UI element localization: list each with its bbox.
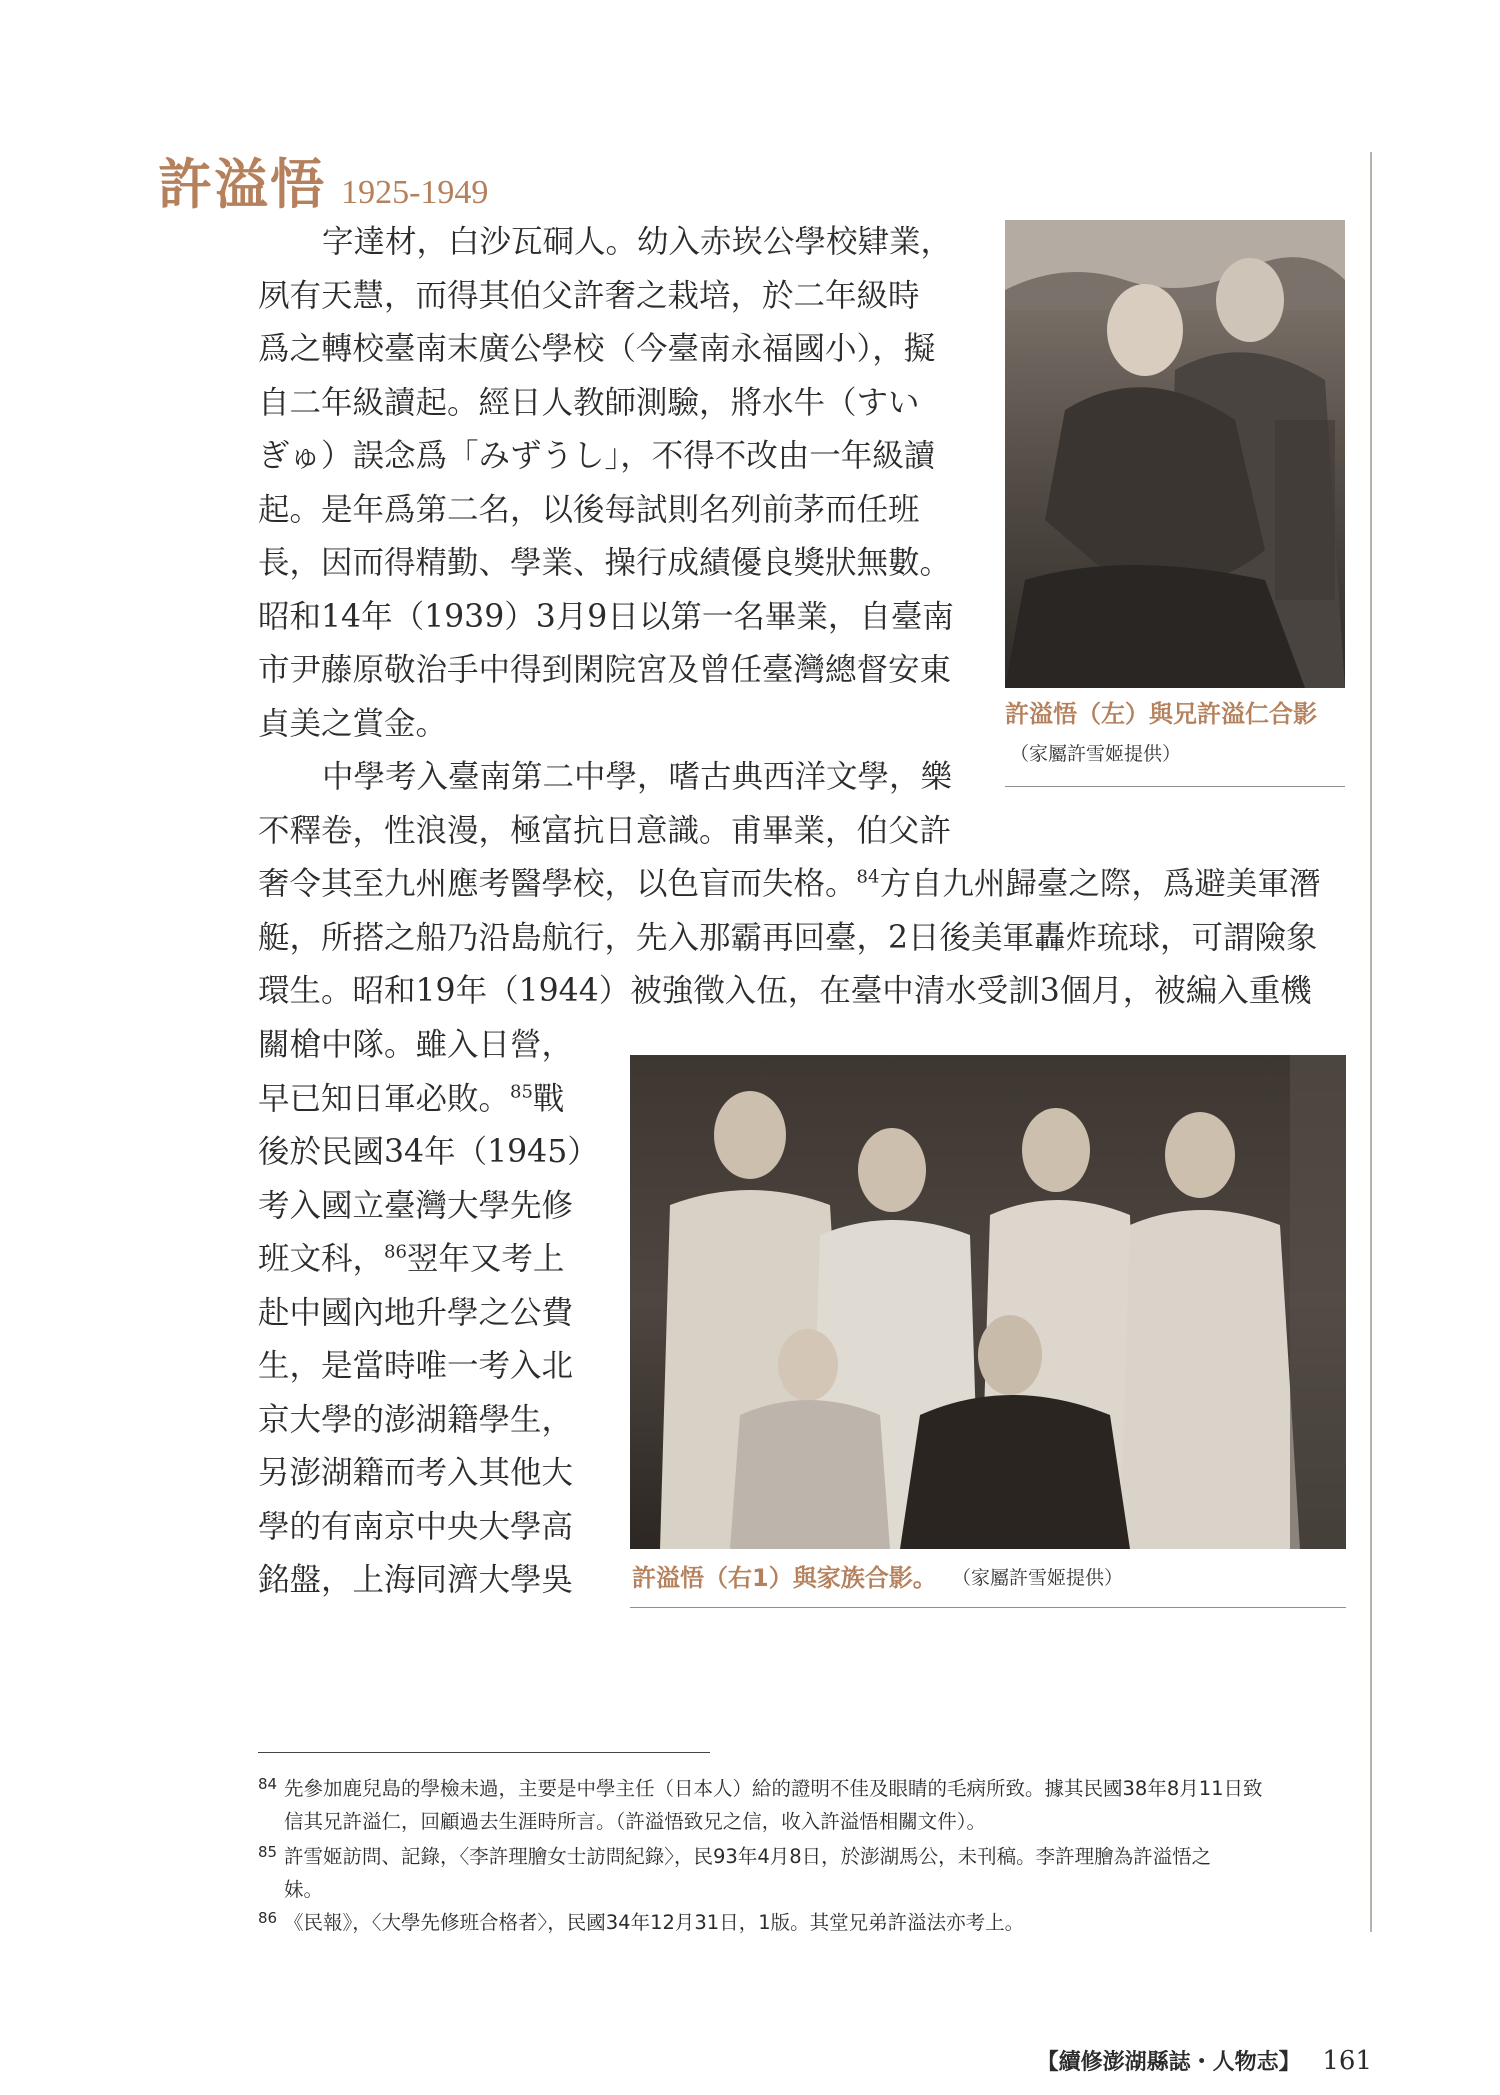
photo-brothers-image [1005, 220, 1345, 688]
footnote-86 [258, 1906, 1348, 1939]
footnote-line: 許雪姬訪問、記錄，〈李許理膾女士訪問紀錄〉，民93年4月8日，於澎湖馬公，未刊稿。李許理膾為許溢悟之 [284, 1845, 1212, 1868]
paragraph-2-narrow [258, 751, 952, 858]
footnote-ref-85[interactable]: 85 [510, 1081, 533, 1102]
text-line: ぎゅ）誤念爲「みずうし」，不得不改由一年級讀 [258, 438, 936, 474]
text-line: 生，是當時唯一考入北 [258, 1348, 574, 1384]
footnote-85 [258, 1840, 1348, 1906]
text-line: 京大學的澎湖籍學生， [258, 1401, 574, 1438]
photo-family-credit: （家屬許雪姬提供） [952, 1567, 1124, 1589]
caption-divider [630, 1607, 1346, 1608]
photo-brothers [1005, 220, 1345, 688]
text-segment: 翌年又考上 [406, 1241, 565, 1277]
page-number: 161 [1322, 2046, 1372, 2076]
text-line: 爲之轉校臺南末廣公學校（今臺南永福國小），擬 [258, 331, 936, 367]
text-line: 昭和14年（1939）3月9日以第一名畢業，自臺南 [258, 598, 954, 635]
page-footer [1037, 2045, 1372, 2076]
photo-brothers-credit: （家屬許雪姬提供） [1010, 743, 1182, 765]
footnote-number: 85 [258, 1843, 278, 1861]
page-title [158, 142, 488, 219]
photo-family-image [630, 1055, 1346, 1549]
paragraph-1 [258, 216, 954, 751]
text-line [258, 1233, 599, 1287]
footnote-text [258, 1772, 1348, 1838]
text-line: 自二年級讀起。經日人教師測驗，將水牛（すい [258, 384, 920, 421]
text-line: 艇，所搭之船乃沿島航行，先入那霸再回臺，2日後美軍轟炸琉球，可謂險象 [258, 919, 1318, 956]
footnote-number: 86 [258, 1909, 278, 1927]
book-title: 【續修澎湖縣誌・人物志】 [1036, 2049, 1301, 2075]
footnote-line: 信其兄許溢仁，回顧過去生涯時所言。（許溢悟致兄之信，收入許溢悟相關文件）。 [284, 1810, 987, 1833]
text-line [258, 1073, 599, 1127]
footnote-line: 先參加鹿兒島的學檢未過，主要是中學主任（日本人）給的證明不佳及眼睛的毛病所致。據其民國38年8月11日致 [284, 1777, 1263, 1800]
text-line: 環生。昭和19年（1944）被強徵入伍，在臺中清水受訓3個月，被編入重機 [258, 973, 1312, 1009]
text-line: 另澎湖籍而考入其他大 [258, 1455, 574, 1491]
footnote-ref-86[interactable]: 86 [384, 1241, 407, 1263]
footnote-rule [258, 1752, 710, 1753]
text-line: 銘盤，上海同濟大學吳 [258, 1562, 574, 1598]
text-line: 起。是年爲第二名，以後每試則名列前茅而任班 [258, 491, 920, 528]
text-line: 貞美之賞金。 [258, 705, 448, 742]
person-name: 許溢悟 [158, 152, 326, 216]
text-segment: 早已知日軍必敗。 [258, 1080, 511, 1117]
footnote-line: 妹。 [284, 1878, 324, 1901]
photo-family-caption: 許溢悟（右1）與家族合影。 [632, 1564, 937, 1592]
person-years: 1925-1949 [341, 174, 489, 211]
paragraph-2-wide [258, 858, 1320, 1019]
footnote-ref-84[interactable]: 84 [856, 866, 880, 888]
right-margin-rule [1370, 152, 1372, 1932]
text-line: 關槍中隊。雖入日營， [258, 1027, 574, 1063]
footnote-84 [258, 1772, 1348, 1838]
text-line: 赴中國內地升學之公費 [258, 1294, 574, 1331]
text-line: 考入國立臺灣大學先修 [258, 1187, 574, 1224]
text-line: 學的有南京中央大學高 [258, 1508, 574, 1545]
text-segment: 奢令其至九州應考醫學校，以色盲而失格。 [258, 866, 857, 902]
text-line: 夙有天慧，而得其伯父許奢之栽培，於二年級時 [258, 277, 920, 314]
text-line: 中學考入臺南第二中學，嗜古典西洋文學，樂 [322, 759, 953, 795]
footnote-number: 84 [258, 1775, 278, 1793]
text-line: 字達材，白沙瓦硐人。幼入赤崁公學校肄業， [322, 224, 953, 260]
photo-brothers-caption: 許溢悟（左）與兄許溢仁合影 [1005, 700, 1317, 728]
paragraph-2-column [258, 1019, 599, 1608]
footnote-line: 《民報》，〈大學先修班合格者〉，民國34年12月31日，1版。其堂兄弟許溢法亦考上。 [284, 1911, 1025, 1934]
photo-family [630, 1055, 1346, 1549]
text-line [258, 858, 1320, 912]
caption-divider [1005, 786, 1345, 787]
text-segment: 班文科， [258, 1241, 385, 1277]
text-segment: 戰 [532, 1080, 565, 1117]
text-line: 後於民國34年（1945） [258, 1134, 599, 1170]
footnote-text [258, 1840, 1348, 1906]
footnote-text [258, 1906, 1348, 1939]
text-line: 市尹藤原敬治手中得到閑院宮及曾任臺灣總督安東 [258, 652, 952, 688]
text-line: 不釋卷，性浪漫，極富抗日意識。甫畢業，伯父許 [258, 812, 952, 849]
text-segment: 方自九州歸臺之際，爲避美軍潛 [879, 866, 1321, 902]
text-line: 長，因而得精勤、學業、操行成績優良獎狀無數。 [258, 545, 952, 581]
